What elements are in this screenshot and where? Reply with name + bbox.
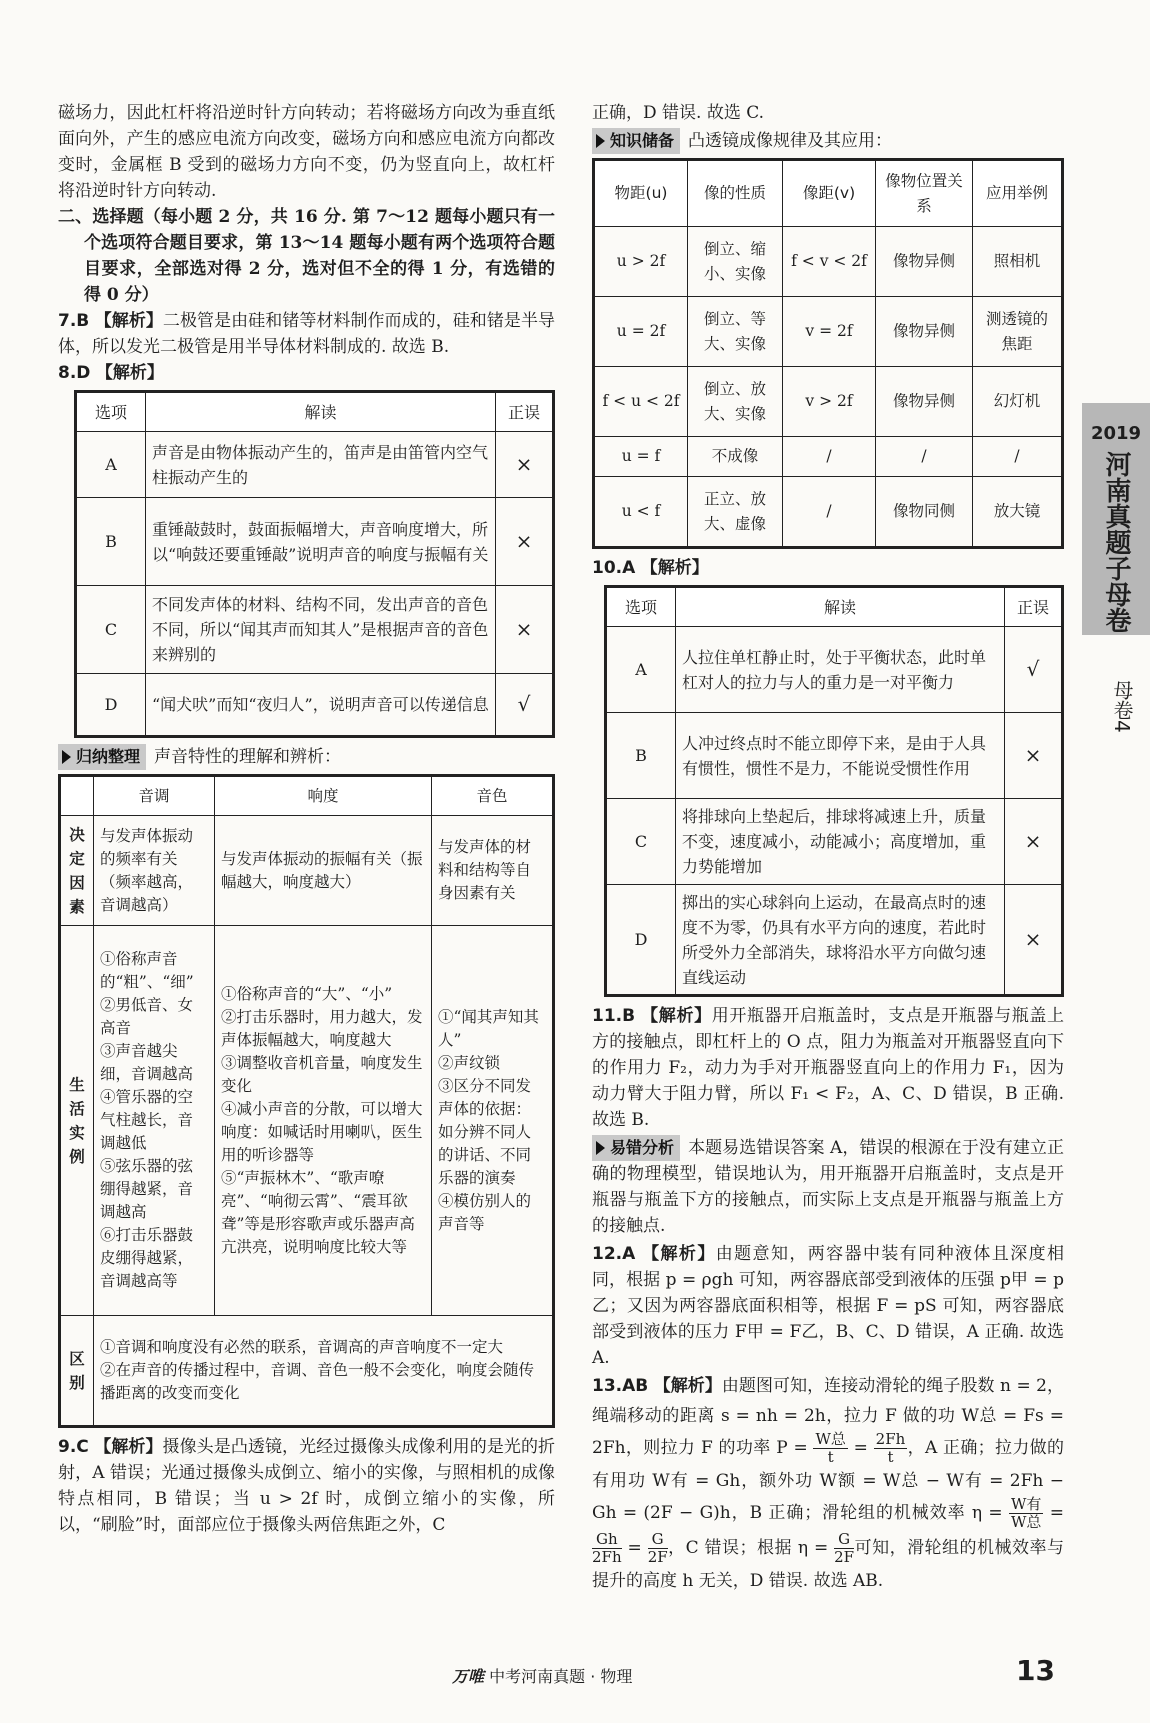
q13-num: 13. <box>592 1376 623 1396</box>
q10-num: 10. <box>592 558 623 578</box>
table-row <box>77 498 553 586</box>
lens-cell: 倒立、等大、实像 <box>688 297 783 367</box>
q10-answer: A <box>622 558 636 578</box>
examples-loudness: ①俗称声音的“大”、“小” ②打击乐器时，用力越大，发声体振幅越大，响度越大 ③调整收音机音量，响度发生变化 ④减小声音的分散，可以增大响度：如喊话时用喇叭，医生用的听诊器等 ⑤“声振林木”、“歌声嘹亮”、“响彻云霄”、“震耳欲聋”等是形容歌声或乐器声高亢洪亮，说明响度比较大等 <box>215 926 432 1316</box>
intro-paragraph: 磁场力，因此杠杆将沿逆时针方向转动；若将磁场方向改为垂直纸面向外，产生的感应电流方向改变，磁场方向和感应电流方向都改变时，金属框 B 受到的磁场力方向不变，仍为竖直向上，故杠杆将沿逆时针方向转动. <box>58 103 555 201</box>
q10-table <box>604 585 1064 997</box>
table-row <box>595 297 1062 367</box>
error-text: 本题易选错误答案 A，错误的根源在于没有建立正确的物理模型，错误地认为，用开瓶器开启瓶盖时，支点是开瓶器与瓶盖下方的接触点，而实际上支点是开瓶器与瓶盖上方的接触点. <box>592 1138 1064 1236</box>
lens-cell: / <box>876 437 973 477</box>
q10-mark: × <box>1005 885 1062 995</box>
q8-text: 重锤敲鼓时，鼓面振幅增大，声音响度增大，所以“响鼓还要重锤敲”说明声音的响度与振幅有关 <box>146 498 496 586</box>
lens-cell: 幻灯机 <box>973 367 1062 437</box>
right-column <box>592 100 1064 1596</box>
error-tag: 易错分析 <box>592 1135 680 1161</box>
factor-loudness: 与发声体振动的振幅有关（振幅越大，响度越大） <box>215 816 432 926</box>
sound-col-pitch: 音调 <box>94 777 215 816</box>
lens-col-image: 像的性质 <box>688 161 783 227</box>
q10-opt: D <box>607 885 676 995</box>
q13-text-3: ，C 错误；根据 η = <box>667 1538 829 1558</box>
q10-opt: A <box>607 627 676 713</box>
q13-answer: AB <box>622 1376 649 1396</box>
q8-col-option: 选项 <box>77 393 146 432</box>
q10-text: 将排球向上垫起后，排球将减速上升，质量不变，速度减小，动能减小；高度增加，重力势能增加 <box>676 799 1005 885</box>
q13-text-2: ，A 正确；拉力做的有用功 W有 = Gh，额外功 W额 = W总 − W有 = 2Fh − Gh = (2F − G)h，B 正确；滑轮组的机械效率 η = <box>592 1438 1065 1523</box>
lens-cell: 像物异侧 <box>876 297 973 367</box>
fraction: $\frac{G}{2F}$ <box>647 1530 668 1566</box>
q8-col-reading: 解读 <box>146 393 496 432</box>
footer <box>0 1654 1150 1698</box>
lens-cell: / <box>783 437 876 477</box>
lens-cell: 倒立、缩小、实像 <box>688 227 783 297</box>
lens-cell: 像物异侧 <box>876 227 973 297</box>
row-head-difference: 区别 <box>61 1316 94 1426</box>
lens-cell: v > 2f <box>783 367 876 437</box>
lens-table <box>592 158 1064 549</box>
knowledge-title: 凸透镜成像规律及其应用： <box>688 131 893 151</box>
lens-cell: 倒立、放大、实像 <box>688 367 783 437</box>
q8-tag: 【解析】 <box>95 363 164 383</box>
footer-logo: 万唯 <box>452 1667 485 1686</box>
q12 <box>592 1241 1064 1371</box>
lens-cell: 照相机 <box>973 227 1062 297</box>
lens-cell: 不成像 <box>688 437 783 477</box>
fraction: $\frac{G}{2F}$ <box>834 1530 855 1566</box>
table-row <box>595 477 1062 547</box>
q13-tag: 【解析】 <box>653 1376 722 1396</box>
q8-mark: √ <box>496 674 553 736</box>
q9-tag: 【解析】 <box>94 1437 163 1457</box>
lens-cell: u = 2f <box>595 297 688 367</box>
difference-text: ①音调和响度没有必然的联系，音调高的声音响度不一定大 ②在声音的传播过程中，音调、音色一般不会变化，响度会随传播距离的改变而变化 <box>94 1316 553 1426</box>
q7-answer: B <box>76 311 90 331</box>
knowledge-tag: 知识储备 <box>592 128 680 154</box>
table-row <box>607 799 1062 885</box>
q10-tag: 【解析】 <box>640 558 709 578</box>
side-tab <box>1082 403 1150 635</box>
lens-cell: 放大镜 <box>973 477 1062 547</box>
q10-opt: B <box>607 713 676 799</box>
q10-text: 掷出的实心球斜向上运动，在最高点时的速度不为零，仍具有水平方向的速度，若此时所受外力全部消失，球将沿水平方向做匀速直线运动 <box>676 885 1005 995</box>
lens-cell: u = f <box>595 437 688 477</box>
footer-brand <box>452 1664 632 1690</box>
lens-cell: v = 2f <box>783 297 876 367</box>
table-row <box>595 367 1062 437</box>
lens-cell: 像物异侧 <box>876 367 973 437</box>
q11 <box>592 1003 1064 1133</box>
q11-answer: B <box>622 1006 636 1026</box>
row-head-examples: 生活实例 <box>61 926 94 1316</box>
q10-mark: × <box>1005 799 1062 885</box>
q8-mark: × <box>496 432 553 498</box>
q10-text: 人拉住单杠静止时，处于平衡状态，此时单杠对人的拉力与人的重力是一对平衡力 <box>676 627 1005 713</box>
q11-num: 11. <box>592 1006 623 1026</box>
q12-answer: A <box>622 1244 636 1264</box>
lens-cell: 像物同侧 <box>876 477 973 547</box>
q7-tag: 【解析】 <box>94 311 163 331</box>
q9-answer: C <box>76 1437 89 1457</box>
table-row <box>77 674 553 736</box>
lens-cell: u > 2f <box>595 227 688 297</box>
factor-timbre: 与发声体的材料和结构等自身因素有关 <box>432 816 553 926</box>
q13-text-4: 可知，滑轮组的机械效率与提升的高度 h 无关，D 错误. 故选 AB. <box>592 1538 1065 1591</box>
q8-text: 不同发声体的材料、结构不同，发出声音的音色不同，所以“闻其声而知其人”是根据声音的音色来辨别的 <box>146 586 496 674</box>
summary-note <box>58 744 555 770</box>
q9 <box>58 1434 555 1538</box>
q10-col-verdict: 正误 <box>1005 588 1062 627</box>
q8-mark: × <box>496 498 553 586</box>
q12-num: 12. <box>592 1244 623 1264</box>
q8-opt: D <box>77 674 146 736</box>
q10-col-option: 选项 <box>607 588 676 627</box>
q8-text: 声音是由物体振动产生的，笛声是由笛管内空气柱振动产生的 <box>146 432 496 498</box>
q8-col-verdict: 正误 <box>496 393 553 432</box>
table-row <box>61 926 553 1316</box>
q8-opt: A <box>77 432 146 498</box>
q10-text: 人冲过终点时不能立即停下来，是由于人具有惯性，惯性不是力，不能说受惯性作用 <box>676 713 1005 799</box>
table-row <box>607 713 1062 799</box>
q11-tag: 【解析】 <box>641 1006 712 1026</box>
summary-tag: 归纳整理 <box>58 744 146 770</box>
lens-col-u: 物距(u) <box>595 161 688 227</box>
q8-opt: B <box>77 498 146 586</box>
table-row <box>595 437 1062 477</box>
q12-tag: 【解析】 <box>642 1244 716 1264</box>
q10-heading <box>592 555 1064 581</box>
examples-timbre: ①“闻其声知其人” ②声纹锁 ③区分不同发声体的依据：如分辨不同人的讲话、不同乐器的演奏 ④模仿别人的声音等 <box>432 926 553 1316</box>
page-number: 13 <box>1016 1654 1055 1687</box>
error-note <box>592 1135 1064 1239</box>
q9-text: 摄像头是凸透镜，光经过摄像头成像利用的是光的折射，A 错误；光通过摄像头成倒立、缩小的实像，与照相机的成像特点相同，B 错误；当 u > 2f 时，成倒立缩小的实像，所以，“刷脸”时，面部应位于摄像头两倍焦距之外，C <box>58 1437 556 1535</box>
q8-opt: C <box>77 586 146 674</box>
left-column <box>58 100 555 1538</box>
section-heading: 二、选择题（每小题 2 分，共 16 分. 第 7～12 题每小题只有一个选项符合题目要求，第 13～14 题每小题有两个选项符合题目要求，全部选对得 2 分，选对但不全的得 1 分，有选错的得 0 分） <box>58 207 555 305</box>
q10-mark: √ <box>1005 627 1062 713</box>
lens-col-v: 像距(v) <box>783 161 876 227</box>
q13-text-1: 由题图可知，连接动滑轮的绳子股数 n = 2，绳端移动的距离 s = nh = 2h，拉力 F 做的功 W总 = Fs = 2Fh，则拉力 F 的功率 P = <box>592 1376 1064 1458</box>
sound-col-loudness: 响度 <box>215 777 432 816</box>
q13: 13.AB 【解析】由题图可知，连接动滑轮的绳子股数 n = 2，绳端移动的距离 s = nh = 2h，拉力 F 做的功 W总 = Fs = 2Fh，则拉力 F 的功率 P = $\frac{\text{W总}}{t}$ = $\frac{2Fh}{t}$ ，A 正确；拉力做的有用功 W有 = Gh，额外功 W额 = W总 − W有 = 2Fh − Gh = (2F − G)h，B 正确；滑轮组的机械效率 η = $\frac{\text{W有}}{\text{W总}}$ = $\frac{Gh}{2Fh}$ = $\frac{G}{2F}$ ，C 错误；根据 η = $\frac{G}{2F}$ 可知，滑轮组的机械效率与提升的高度 h 无关，D 错误. 故选 AB. <box>592 1376 1065 1591</box>
q7-text: 二极管是由硅和锗等材料制作而成的，硅和锗是半导体，所以发光二极管是用半导体材料制成的. 故选 B. <box>58 311 556 357</box>
side-subtitle: 母卷4 <box>1110 680 1134 733</box>
knowledge-note <box>592 128 1064 154</box>
table-row <box>607 885 1062 995</box>
lens-cell: u < f <box>595 477 688 547</box>
table-row <box>61 816 553 926</box>
lens-cell: / <box>973 437 1062 477</box>
side-title: 河南真题子母卷 <box>1101 451 1131 633</box>
summary-title: 声音特性的理解和辨析： <box>154 747 342 767</box>
q8-mark: × <box>496 586 553 674</box>
lens-cell: f < v < 2f <box>783 227 876 297</box>
q9-continued: 正确，D 错误. 故选 C. <box>592 103 765 123</box>
table-row <box>607 627 1062 713</box>
fraction: $\frac{\text{W总}}{t}$ <box>815 1430 846 1466</box>
q8-table <box>74 390 555 738</box>
lens-cell: / <box>783 477 876 547</box>
fraction: $\frac{2Fh}{t}$ <box>875 1430 906 1466</box>
examples-pitch: ①俗称声音的“粗”、“细” ②男低音、女高音 ③声音越尖细，音调越高 ④管乐器的空气柱越长，音调越低 ⑤弦乐器的弦绷得越紧，音调越高 ⑥打击乐器鼓皮绷得越紧，音调越高等 <box>94 926 215 1316</box>
lens-col-position: 像物位置关系 <box>876 161 973 227</box>
q10-mark: × <box>1005 713 1062 799</box>
sound-col-timbre: 音色 <box>432 777 553 816</box>
q8-heading <box>58 360 555 386</box>
row-head-factor: 决定因素 <box>61 816 94 926</box>
lens-cell: f < u < 2f <box>595 367 688 437</box>
footer-text: 中考河南真题 · 物理 <box>489 1667 633 1686</box>
table-row <box>61 1316 553 1426</box>
fraction: $\frac{\text{W有}}{\text{W总}}$ <box>1011 1495 1042 1531</box>
q10-opt: C <box>607 799 676 885</box>
fraction: $\frac{Gh}{2Fh}$ <box>592 1530 622 1566</box>
q10-col-reading: 解读 <box>676 588 1005 627</box>
lens-cell: 测透镜的焦距 <box>973 297 1062 367</box>
table-row <box>77 432 553 498</box>
table-row <box>77 586 553 674</box>
q7 <box>58 308 555 360</box>
q12-text: 由题意知，两容器中装有同种液体且深度相同，根据 p = ρgh 可知，两容器底部受到液体的压强 p甲 = p乙；又因为两容器底面积相等，根据 F = pS 可知，两容器底部受到液体的压力 F甲 = F乙，B、C、D 错误，A 正确. 故选 A. <box>592 1244 1065 1368</box>
q11-text: 用开瓶器开启瓶盖时，支点是开瓶器与瓶盖上方的接触点，即杠杆上的 O 点，阻力为瓶盖对开瓶器竖直向下的作用力 F₂，动力为手对开瓶器竖直向上的作用力 F₁，因为动力臂大于阻力臂，所以 F₁ < F₂，A、C、D 错误，B 正确. 故选 B. <box>592 1006 1065 1130</box>
q8-num: 8. <box>58 363 77 383</box>
factor-pitch: 与发声体振动的频率有关（频率越高，音调越高） <box>94 816 215 926</box>
q8-text: “闻犬吠”而知“夜归人”，说明声音可以传递信息 <box>146 674 496 736</box>
q8-answer: D <box>76 363 91 383</box>
q9-num: 9. <box>58 1437 77 1457</box>
sound-table <box>58 774 555 1428</box>
side-year: 2019 <box>1090 423 1142 444</box>
q7-num: 7. <box>58 311 77 331</box>
table-row <box>595 227 1062 297</box>
lens-cell: 正立、放大、虚像 <box>688 477 783 547</box>
lens-col-use: 应用举例 <box>973 161 1062 227</box>
